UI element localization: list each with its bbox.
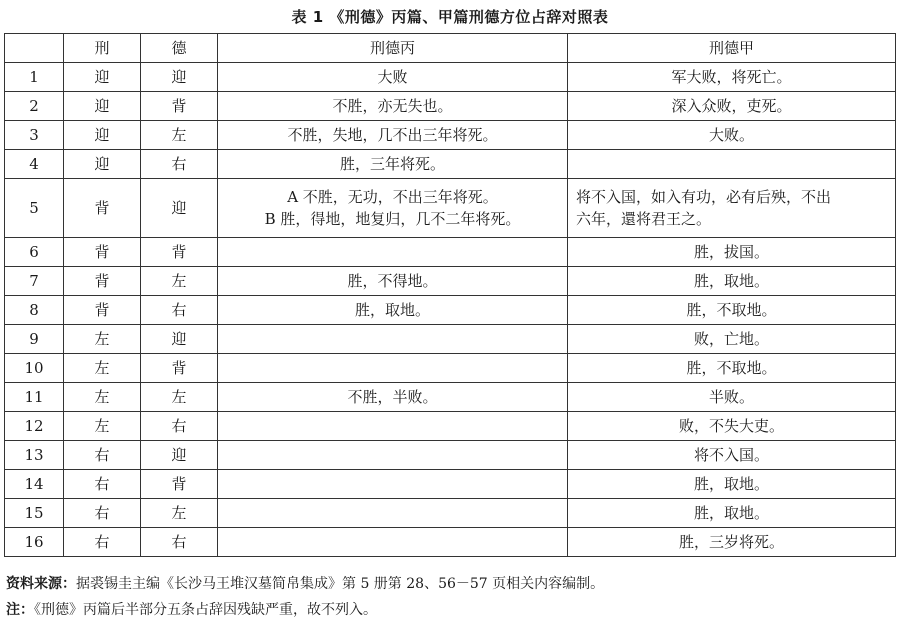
cell-xingde-jia xyxy=(568,354,896,383)
cell-de: 左 xyxy=(141,267,218,296)
footnote-text: 《刑德》丙篇后半部分五条占辞因残缺严重，故不列入。 xyxy=(34,602,377,618)
cell-xing: 右 xyxy=(64,499,141,528)
row-number: 11 xyxy=(5,383,64,412)
table-row xyxy=(5,121,896,150)
cell-xingde-jia xyxy=(568,63,896,92)
cell-de: 左 xyxy=(141,121,218,150)
cell-xingde-bing xyxy=(218,325,568,354)
cell-xingde-jia xyxy=(568,499,896,528)
row-number: 12 xyxy=(5,412,64,441)
jia-text-line: 将不入国。 xyxy=(693,446,769,464)
table-row xyxy=(5,412,896,441)
row-number: 14 xyxy=(5,470,64,499)
row-number: 1 xyxy=(5,63,64,92)
row-number: 2 xyxy=(5,92,64,121)
jia-text-line: 胜，拔国。 xyxy=(693,243,769,261)
table-row xyxy=(5,267,896,296)
table-row xyxy=(5,470,896,499)
cell-de: 背 xyxy=(141,238,218,267)
header-de: 德 xyxy=(141,34,218,63)
cell-xingde-bing xyxy=(218,354,568,383)
row-number: 8 xyxy=(5,296,64,325)
table-row xyxy=(5,150,896,179)
cell-xing: 右 xyxy=(64,441,141,470)
footnote-label: 注： xyxy=(6,602,34,618)
cell-xing: 背 xyxy=(64,238,141,267)
cell-xingde-bing xyxy=(218,150,568,179)
cell-xing: 背 xyxy=(64,296,141,325)
bing-text-line: 大败 xyxy=(377,68,408,86)
row-number: 7 xyxy=(5,267,64,296)
header-xingde-jia: 刑德甲 xyxy=(568,34,896,63)
cell-xing: 左 xyxy=(64,325,141,354)
jia-text-line: 胜，不取地。 xyxy=(686,359,777,377)
header-xingde-bing: 刑德丙 xyxy=(218,34,568,63)
row-number: 13 xyxy=(5,441,64,470)
cell-xing: 背 xyxy=(64,267,141,296)
cell-xingde-bing xyxy=(218,412,568,441)
cell-de: 背 xyxy=(141,354,218,383)
cell-xingde-bing xyxy=(218,92,568,121)
cell-xing: 右 xyxy=(64,528,141,557)
cell-xingde-jia xyxy=(568,325,896,354)
table-caption: 表 1 《刑德》丙篇、甲篇刑德方位占辞对照表 xyxy=(291,8,609,26)
cell-xingde-jia xyxy=(568,470,896,499)
cell-xingde-jia xyxy=(568,121,896,150)
cell-xingde-bing xyxy=(218,121,568,150)
cell-de: 左 xyxy=(141,383,218,412)
cell-xingde-bing xyxy=(218,383,568,412)
cell-xingde-bing xyxy=(218,470,568,499)
header-xing: 刑 xyxy=(64,34,141,63)
row-number: 3 xyxy=(5,121,64,150)
cell-de: 迎 xyxy=(141,63,218,92)
table-row xyxy=(5,238,896,267)
jia-text-line: 败，不失大吏。 xyxy=(678,417,784,435)
jia-text-line: 将不入国，如入有功，必有后殃，不出 xyxy=(576,188,832,206)
cell-xingde-bing xyxy=(218,179,568,238)
cell-xingde-jia xyxy=(568,267,896,296)
row-number: 9 xyxy=(5,325,64,354)
bing-text-line: 胜，取地。 xyxy=(354,301,430,319)
jia-text-line: 胜，取地。 xyxy=(693,504,769,522)
header-row xyxy=(5,34,896,63)
cell-xingde-bing xyxy=(218,296,568,325)
cell-de: 右 xyxy=(141,296,218,325)
table-row xyxy=(5,325,896,354)
bing-text-line: 不胜，亦无失也。 xyxy=(332,97,453,115)
cell-xingde-jia xyxy=(568,92,896,121)
cell-xing: 背 xyxy=(64,179,141,238)
cell-xingde-jia xyxy=(568,296,896,325)
row-number: 16 xyxy=(5,528,64,557)
bing-text-line: 不胜，失地，几不出三年将死。 xyxy=(287,126,498,144)
cell-de: 背 xyxy=(141,470,218,499)
jia-text-line: 胜，取地。 xyxy=(693,272,769,290)
jia-text-line: 半败。 xyxy=(708,388,754,406)
cell-de: 背 xyxy=(141,92,218,121)
table-row xyxy=(5,179,896,238)
cell-xingde-jia xyxy=(568,179,896,238)
jia-text-line: 胜，三岁将死。 xyxy=(678,533,784,551)
bing-text-line: 胜，不得地。 xyxy=(347,272,438,290)
cell-xingde-bing xyxy=(218,441,568,470)
cell-de: 右 xyxy=(141,150,218,179)
cell-xing: 迎 xyxy=(64,150,141,179)
cell-xingde-jia xyxy=(568,150,896,179)
cell-de: 迎 xyxy=(141,325,218,354)
cell-xingde-jia xyxy=(568,441,896,470)
table-row xyxy=(5,528,896,557)
footnote xyxy=(6,600,377,620)
header-number xyxy=(5,34,64,63)
cell-xing: 迎 xyxy=(64,63,141,92)
cell-xing: 左 xyxy=(64,412,141,441)
cell-de: 右 xyxy=(141,412,218,441)
cell-xing: 右 xyxy=(64,470,141,499)
cell-xingde-bing xyxy=(218,528,568,557)
cell-xing: 左 xyxy=(64,354,141,383)
table-row xyxy=(5,441,896,470)
jia-text-line: 胜，取地。 xyxy=(693,475,769,493)
bing-text-line: 不胜，半败。 xyxy=(347,388,438,406)
cell-xingde-jia xyxy=(568,238,896,267)
cell-de: 迎 xyxy=(141,441,218,470)
cell-de: 左 xyxy=(141,499,218,528)
source-text: 据裘锡圭主编《长沙马王堆汉墓简帛集成》第 5 册第 28、56－57 页相关内容编制。 xyxy=(76,576,605,592)
bing-text-line: B 胜，得地，地复归，几不二年将死。 xyxy=(264,210,521,228)
row-number: 5 xyxy=(5,179,64,238)
comparison-table xyxy=(4,33,896,557)
row-number: 10 xyxy=(5,354,64,383)
cell-xingde-jia xyxy=(568,528,896,557)
cell-xingde-bing xyxy=(218,238,568,267)
table-row xyxy=(5,63,896,92)
table-row xyxy=(5,354,896,383)
jia-text-line: 军大败，将死亡。 xyxy=(671,68,792,86)
cell-xingde-jia xyxy=(568,412,896,441)
cell-de: 右 xyxy=(141,528,218,557)
row-number: 6 xyxy=(5,238,64,267)
cell-xing: 左 xyxy=(64,383,141,412)
bing-text-line: A 不胜，无功，不出三年将死。 xyxy=(287,188,498,206)
jia-text-line: 败，亡地。 xyxy=(693,330,769,348)
cell-de: 迎 xyxy=(141,179,218,238)
table-body xyxy=(5,63,896,557)
source-label: 资料来源： xyxy=(6,576,76,592)
cell-xingde-bing xyxy=(218,499,568,528)
source-note xyxy=(6,574,604,594)
jia-text-line: 大败。 xyxy=(708,126,754,144)
cell-xing: 迎 xyxy=(64,121,141,150)
table-row xyxy=(5,499,896,528)
cell-xingde-bing xyxy=(218,267,568,296)
jia-text-line: 六年，還将君王之。 xyxy=(576,210,712,228)
table-row xyxy=(5,383,896,412)
row-number: 4 xyxy=(5,150,64,179)
cell-xingde-bing xyxy=(218,63,568,92)
cell-xingde-jia xyxy=(568,383,896,412)
jia-text-line: 深入众败，吏死。 xyxy=(671,97,792,115)
bing-text-line: 胜，三年将死。 xyxy=(339,155,445,173)
cell-xing: 迎 xyxy=(64,92,141,121)
table-row xyxy=(5,296,896,325)
table-row xyxy=(5,92,896,121)
row-number: 15 xyxy=(5,499,64,528)
jia-text-line: 胜，不取地。 xyxy=(686,301,777,319)
